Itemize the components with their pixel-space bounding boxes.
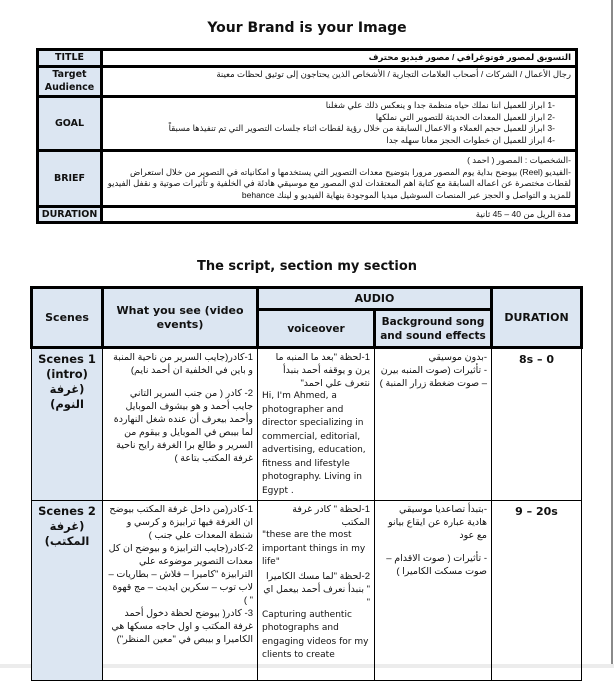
background-audio-item: -بدون موسيقي xyxy=(428,352,487,363)
goal-item: -2 ابراز للعميل المعدات الحديثة للتصوير التي نملكها xyxy=(375,111,555,122)
brief-label-goal: GOAL xyxy=(38,96,102,150)
background-audio-item: - تأثيرات ( صوت الاقدام – صوت مسكت الكاميرا ) xyxy=(386,553,487,577)
voiceover-english: "these are the most important things in my life" xyxy=(262,530,366,567)
goal-item: -1 ابراز للعميل اننا نملك حياه منظمة جدا و ينعكس ذلك علي شغلنا xyxy=(325,100,555,110)
video-event: 1-كادر(جايب السرير من ناحية المنبة و باين في الخلفية ان أحمد نايم) xyxy=(113,352,253,376)
goal-item: -4 ابراز للعميل ان خطوات الحجز معانا سهله جدا xyxy=(386,134,555,145)
goal-item: -3 ابراز للعميل حجم العملاء و الاعمال السابقة من خلال رؤية لقطات اثناء جلسات التصوير التي تم تنفيذها مسبقاً xyxy=(168,123,555,133)
brief-row-brief xyxy=(38,150,577,206)
script-table xyxy=(30,286,583,681)
background-audio-cell xyxy=(375,348,492,501)
header-voiceover: voiceover xyxy=(258,310,375,348)
voiceover-cell xyxy=(258,501,375,681)
duration-cell: 8s – 0 xyxy=(492,348,582,501)
video-event: 3- كادر( بيوضح لحظة دخول أحمد غرفة المكتب و اول حاجه مسكها هي الكاميرا و بيبص في "معين المنظر") xyxy=(111,608,253,645)
scene-cell xyxy=(32,348,103,501)
scene-name: Scenes 1 (intro) xyxy=(38,352,96,381)
header-duration: DURATION xyxy=(492,288,582,348)
brief-value-goal xyxy=(102,96,577,150)
scene-name: Scenes 2 xyxy=(38,504,96,518)
voiceover-english: Hi, I'm Ahmed, a photographer and director specializing in commercial, editorial, advertising, education, fitness and lifestyle photography. Living in Egypt . xyxy=(262,391,366,496)
video-event: 2-كادر(جايب الترابيزة و بيوضح ان كل معدات التصوير موضوعه علي الترابيزة "كاميرا – فلاش – بطاريات – لاب توب – سكرين ايديت – مج قهوة " ) xyxy=(108,543,253,606)
scene-cell xyxy=(32,501,103,681)
header-background-song: Background song and sound effects xyxy=(375,310,492,348)
background-audio-item: - تأثيرات (صوت المنبه بيرن – صوت ضغطة زرار المنبة ) xyxy=(379,365,487,389)
brief-label-duration: DURATION xyxy=(38,206,102,223)
brief-value-brief xyxy=(102,150,577,206)
voiceover-cell xyxy=(258,348,375,501)
scene-location: (غرفة المكتب) xyxy=(44,519,90,548)
video-events-cell xyxy=(103,501,258,681)
duration-cell: 9 – 20s xyxy=(492,501,582,681)
brief-label-target-audience: Target Audience xyxy=(38,66,102,96)
document-title: Your Brand is your Image xyxy=(207,20,407,36)
voiceover-english: Capturing authentic photographs and engaging videos for my clients to create xyxy=(262,609,369,660)
brief-row-goal xyxy=(38,96,577,150)
video-events-cell xyxy=(103,348,258,501)
script-section-title: The script, section my section xyxy=(196,259,418,274)
header-video-events: What you see (video events) xyxy=(103,288,258,348)
background-audio-item: -بتبدأ تصاعديا موسيقي هادية عبارة عن ايقاع بيانو مع عود xyxy=(388,504,487,541)
video-event: 2- كادر ( من جنب السرير التاني جايب أحمد و هو بيشوف الموبايل وأحمد بيعرف أن عنده شغل النهاردة لما بيبص في الموبايل و بيقوم من السرير و طالع برا الغرفة رايح ناحية غرفة المكتب بتاعة ) xyxy=(113,388,253,464)
scene-location: (غرفة النوم) xyxy=(49,382,85,411)
background-audio-cell xyxy=(375,501,492,681)
brief-row-duration xyxy=(38,206,577,223)
voiceover-arabic: 2-لحظة "لما مسك الكاميرا " بنبدأ نعرف أحمد بيعمل اي " xyxy=(263,570,370,608)
page-edge xyxy=(611,0,613,668)
script-row xyxy=(32,348,582,501)
brief-line: -الفيديو (Reel) بيوضح بداية يوم المصور مرورا بتوضيح معدات التصوير التي يستخدمها و امكانياته في التصوير من خلال استعراض لقطات مختصرة عن اعماله السابقة مع كتابة اهم المعتقدات لدي المصور مع موسيقي هادئة في الخلفية و تأثيرات صوتية و نقفل الفيديو للمزيد و التواصل و الحجز عبر المنصات السوشيل ميديا الموجودة بنهاية الفيديو و لينك behance xyxy=(107,166,571,200)
brief-line: -الشخصيات : المصور ( احمد ) xyxy=(467,155,571,165)
brief-table xyxy=(36,48,578,224)
brief-row-title xyxy=(38,50,577,67)
header-audio: AUDIO xyxy=(258,288,492,310)
video-event: 1-كادر(من داخل غرفة المكتب بيوضح ان الغرفة فيها ترابيزة و كرسي و شنطة المعدات علي جنب ) xyxy=(109,504,253,541)
voiceover-arabic: 1-لحظة "بعد ما المنبه ما يرن و يوقفه أحمد بنبدأ نتعرف علي احمد" xyxy=(275,352,370,389)
brief-label-brief: BRIEF xyxy=(38,150,102,206)
brief-value-title: التسويق لمصور فوتوغرافي / مصور فيديو محترف xyxy=(102,50,577,67)
brief-value-target-audience: رجال الأعمال / الشركات / أصحاب العلامات التجارية / الأشخاص الذين يحتاجون إلى توثيق لحظات معينة xyxy=(102,66,577,96)
goal-list xyxy=(107,100,555,146)
voiceover-arabic: 1-لحظة " كادر غرفة المكتب xyxy=(292,504,370,528)
header-scenes: Scenes xyxy=(32,288,103,348)
brief-label-title: TITLE xyxy=(38,50,102,67)
brief-value-duration: مدة الريل من 40 – 45 ثانية xyxy=(102,206,577,223)
script-row xyxy=(32,501,582,681)
brief-row-target-audience xyxy=(38,66,577,96)
script-header-row xyxy=(32,288,582,310)
